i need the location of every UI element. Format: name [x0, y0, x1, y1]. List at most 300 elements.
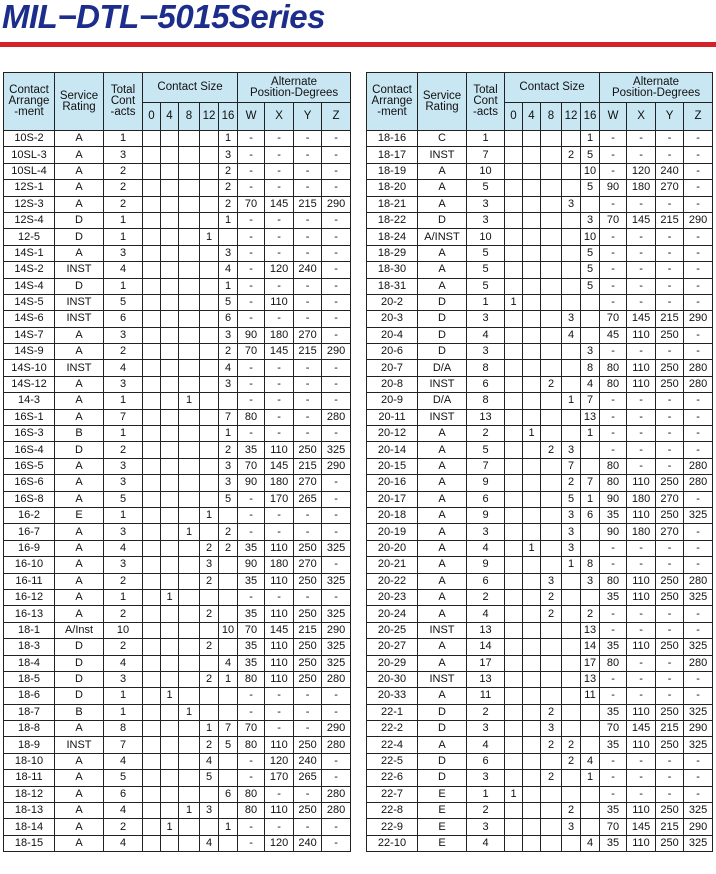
- cell-size-8: [541, 803, 562, 819]
- cell-size-16: 10: [581, 163, 600, 179]
- cell-total-contacts: 5: [104, 294, 143, 310]
- cell-pos-x: -: [627, 245, 656, 261]
- cell-size-4: [523, 589, 541, 605]
- cell-pos-z: -: [322, 589, 351, 605]
- cell-pos-w: 35: [238, 573, 265, 589]
- cell-size-4: [523, 360, 541, 376]
- cell-pos-z: 325: [322, 540, 351, 556]
- table-row: [367, 589, 713, 605]
- cell-service-rating: A: [418, 639, 467, 655]
- cell-pos-x: 110: [265, 540, 294, 556]
- cell-arrangement: 16-7: [4, 524, 55, 540]
- cell-size-12: [562, 573, 581, 589]
- cell-size-8: [541, 311, 562, 327]
- cell-pos-y: 250: [656, 639, 684, 655]
- cell-total-contacts: 3: [104, 557, 143, 573]
- cell-pos-w: -: [238, 507, 265, 523]
- cell-size-0: [505, 688, 523, 704]
- table-row: [4, 442, 351, 458]
- cell-size-12: [562, 671, 581, 687]
- cell-total-contacts: 10: [467, 163, 505, 179]
- cell-size-4: [523, 245, 541, 261]
- cell-pos-y: -: [294, 721, 322, 737]
- cell-service-rating: A: [55, 344, 104, 360]
- cell-service-rating: INST: [55, 360, 104, 376]
- cell-service-rating: D: [418, 721, 467, 737]
- cell-service-rating: D: [418, 753, 467, 769]
- cell-total-contacts: 3: [467, 524, 505, 540]
- cell-pos-w: 80: [600, 376, 627, 392]
- cell-size-4: [523, 491, 541, 507]
- cell-pos-x: -: [265, 819, 294, 835]
- cell-pos-y: -: [656, 655, 684, 671]
- cell-pos-z: -: [684, 278, 713, 294]
- cell-size-12: [562, 688, 581, 704]
- cell-pos-w: -: [600, 557, 627, 573]
- cell-pos-w: -: [238, 393, 265, 409]
- cell-pos-z: 325: [322, 442, 351, 458]
- cell-size-0: [505, 262, 523, 278]
- cell-size-12: [562, 770, 581, 786]
- cell-pos-z: -: [684, 344, 713, 360]
- cell-size-0: [143, 196, 161, 212]
- cell-size-16: [219, 393, 238, 409]
- table-row: [367, 540, 713, 556]
- cell-pos-z: -: [322, 835, 351, 851]
- cell-size-8: [541, 786, 562, 802]
- cell-size-0: [143, 573, 161, 589]
- cell-service-rating: A: [55, 786, 104, 802]
- cell-total-contacts: 1: [467, 294, 505, 310]
- cell-service-rating: A: [418, 180, 467, 196]
- cell-total-contacts: 3: [104, 524, 143, 540]
- cell-size-16: 3: [219, 245, 238, 261]
- cell-size-0: [143, 704, 161, 720]
- cell-pos-z: 325: [684, 507, 713, 523]
- cell-pos-x: 110: [627, 589, 656, 605]
- cell-pos-w: -: [238, 360, 265, 376]
- cell-size-12: 3: [200, 803, 219, 819]
- cell-pos-y: 270: [656, 491, 684, 507]
- cell-service-rating: A: [418, 507, 467, 523]
- cell-total-contacts: 6: [467, 491, 505, 507]
- header-position: Y: [656, 103, 684, 131]
- cell-pos-w: -: [600, 393, 627, 409]
- cell-pos-x: 110: [627, 376, 656, 392]
- cell-size-16: 1: [219, 278, 238, 294]
- cell-size-0: [143, 376, 161, 392]
- cell-size-12: [200, 491, 219, 507]
- cell-total-contacts: 3: [467, 344, 505, 360]
- cell-size-0: [143, 245, 161, 261]
- cell-size-16: [581, 311, 600, 327]
- cell-service-rating: D: [418, 770, 467, 786]
- cell-service-rating: A: [55, 753, 104, 769]
- cell-arrangement: 12S-4: [4, 212, 55, 228]
- cell-pos-y: 250: [294, 803, 322, 819]
- cell-pos-y: -: [656, 245, 684, 261]
- header-size: 8: [541, 103, 562, 131]
- cell-total-contacts: 4: [104, 835, 143, 851]
- connector-spec-table-left: [3, 72, 351, 852]
- cell-size-4: [161, 131, 179, 147]
- cell-pos-w: -: [238, 212, 265, 228]
- cell-size-0: [505, 180, 523, 196]
- cell-size-0: [505, 819, 523, 835]
- table-row: [4, 655, 351, 671]
- cell-pos-y: -: [656, 770, 684, 786]
- table-row: [367, 786, 713, 802]
- cell-size-12: [562, 721, 581, 737]
- cell-size-12: [562, 131, 581, 147]
- cell-pos-w: -: [600, 262, 627, 278]
- cell-size-16: 4: [581, 835, 600, 851]
- cell-size-0: [505, 147, 523, 163]
- cell-size-8: 1: [179, 704, 200, 720]
- cell-size-8: [541, 655, 562, 671]
- cell-pos-z: 280: [684, 360, 713, 376]
- cell-size-12: 1: [562, 557, 581, 573]
- cell-size-4: [523, 147, 541, 163]
- cell-pos-y: 250: [656, 327, 684, 343]
- cell-size-8: [179, 196, 200, 212]
- cell-pos-y: -: [294, 245, 322, 261]
- cell-size-0: 1: [505, 786, 523, 802]
- cell-total-contacts: 5: [104, 770, 143, 786]
- cell-size-12: [200, 180, 219, 196]
- cell-pos-w: -: [238, 147, 265, 163]
- cell-size-8: [541, 409, 562, 425]
- cell-pos-z: -: [684, 426, 713, 442]
- cell-arrangement: 18-6: [4, 688, 55, 704]
- cell-arrangement: 20-29: [367, 655, 418, 671]
- cell-size-8: 3: [541, 721, 562, 737]
- cell-pos-y: -: [294, 163, 322, 179]
- cell-pos-x: -: [627, 278, 656, 294]
- cell-pos-y: 250: [656, 507, 684, 523]
- cell-pos-w: -: [600, 770, 627, 786]
- cell-size-8: [179, 688, 200, 704]
- cell-service-rating: D: [55, 212, 104, 228]
- cell-total-contacts: 4: [467, 737, 505, 753]
- cell-pos-z: 325: [322, 573, 351, 589]
- cell-pos-z: 280: [684, 376, 713, 392]
- cell-total-contacts: 7: [467, 147, 505, 163]
- cell-size-16: 2: [219, 442, 238, 458]
- cell-size-8: [541, 835, 562, 851]
- cell-pos-x: -: [265, 278, 294, 294]
- table-row: [367, 622, 713, 638]
- cell-pos-w: 70: [600, 819, 627, 835]
- cell-size-4: [523, 737, 541, 753]
- cell-total-contacts: 4: [467, 327, 505, 343]
- cell-size-0: [505, 278, 523, 294]
- cell-pos-y: -: [656, 753, 684, 769]
- table-row: [367, 688, 713, 704]
- cell-size-4: [161, 671, 179, 687]
- cell-pos-y: -: [656, 409, 684, 425]
- cell-size-8: [541, 671, 562, 687]
- cell-pos-x: 145: [265, 458, 294, 474]
- cell-pos-y: -: [294, 704, 322, 720]
- cell-size-8: [179, 475, 200, 491]
- table-row: [4, 147, 351, 163]
- cell-size-8: [541, 688, 562, 704]
- cell-size-12: [200, 294, 219, 310]
- cell-pos-y: 250: [294, 573, 322, 589]
- cell-pos-x: -: [265, 147, 294, 163]
- cell-size-0: [505, 311, 523, 327]
- cell-pos-x: -: [627, 262, 656, 278]
- cell-pos-y: 270: [294, 327, 322, 343]
- cell-pos-x: -: [627, 393, 656, 409]
- cell-total-contacts: 5: [467, 180, 505, 196]
- cell-pos-x: -: [265, 589, 294, 605]
- cell-size-16: [219, 803, 238, 819]
- cell-size-8: [541, 229, 562, 245]
- cell-size-0: 1: [505, 294, 523, 310]
- table-row: [4, 229, 351, 245]
- cell-size-4: [523, 803, 541, 819]
- table-row: [4, 360, 351, 376]
- cell-size-4: [523, 786, 541, 802]
- cell-size-4: [523, 196, 541, 212]
- cell-service-rating: A: [418, 163, 467, 179]
- cell-pos-x: 110: [627, 507, 656, 523]
- cell-pos-z: -: [322, 557, 351, 573]
- cell-pos-y: 250: [656, 360, 684, 376]
- cell-pos-y: -: [656, 442, 684, 458]
- cell-pos-w: -: [238, 819, 265, 835]
- cell-size-8: [179, 458, 200, 474]
- cell-total-contacts: 3: [104, 458, 143, 474]
- cell-pos-w: -: [600, 688, 627, 704]
- cell-total-contacts: 3: [104, 245, 143, 261]
- table-row: [367, 426, 713, 442]
- cell-pos-w: 90: [238, 557, 265, 573]
- cell-pos-w: -: [600, 196, 627, 212]
- table-row: [4, 606, 351, 622]
- cell-service-rating: A: [55, 393, 104, 409]
- cell-pos-z: -: [322, 360, 351, 376]
- cell-size-4: [161, 573, 179, 589]
- cell-pos-x: -: [627, 196, 656, 212]
- cell-size-4: [523, 819, 541, 835]
- cell-size-8: [179, 491, 200, 507]
- cell-pos-w: 35: [600, 507, 627, 523]
- cell-size-16: 1: [219, 426, 238, 442]
- cell-total-contacts: 8: [104, 721, 143, 737]
- cell-total-contacts: 1: [104, 131, 143, 147]
- cell-arrangement: 14-3: [4, 393, 55, 409]
- cell-pos-x: 110: [265, 573, 294, 589]
- cell-pos-w: 70: [600, 721, 627, 737]
- cell-arrangement: 20-22: [367, 573, 418, 589]
- cell-size-16: 8: [581, 557, 600, 573]
- cell-size-12: 7: [562, 458, 581, 474]
- table-row: [367, 245, 713, 261]
- cell-size-8: 2: [541, 589, 562, 605]
- cell-pos-y: -: [294, 819, 322, 835]
- cell-size-16: 4: [581, 376, 600, 392]
- cell-pos-w: 80: [600, 475, 627, 491]
- cell-arrangement: 20-8: [367, 376, 418, 392]
- cell-size-12: [562, 786, 581, 802]
- cell-size-8: [179, 655, 200, 671]
- cell-pos-y: 250: [294, 671, 322, 687]
- cell-pos-x: -: [627, 671, 656, 687]
- cell-pos-y: 265: [294, 770, 322, 786]
- cell-total-contacts: 7: [467, 458, 505, 474]
- cell-pos-w: -: [600, 606, 627, 622]
- table-row: [4, 344, 351, 360]
- cell-size-12: [200, 786, 219, 802]
- cell-size-8: [179, 589, 200, 605]
- cell-size-12: [200, 393, 219, 409]
- cell-pos-y: 250: [656, 475, 684, 491]
- cell-pos-y: 270: [294, 557, 322, 573]
- cell-arrangement: 16S-5: [4, 458, 55, 474]
- cell-size-12: [200, 245, 219, 261]
- cell-total-contacts: 2: [104, 442, 143, 458]
- cell-arrangement: 18-7: [4, 704, 55, 720]
- cell-size-12: 2: [562, 475, 581, 491]
- cell-total-contacts: 2: [104, 819, 143, 835]
- cell-pos-y: -: [656, 557, 684, 573]
- cell-size-8: 2: [541, 737, 562, 753]
- cell-size-16: 7: [219, 409, 238, 425]
- cell-pos-w: -: [600, 245, 627, 261]
- cell-size-4: [523, 655, 541, 671]
- cell-size-12: [200, 458, 219, 474]
- cell-pos-y: -: [656, 278, 684, 294]
- cell-service-rating: A: [55, 196, 104, 212]
- cell-size-8: [541, 393, 562, 409]
- cell-service-rating: A: [418, 196, 467, 212]
- cell-pos-y: -: [656, 262, 684, 278]
- table-row: [367, 409, 713, 425]
- cell-size-16: [219, 704, 238, 720]
- cell-arrangement: 18-16: [367, 131, 418, 147]
- cell-size-16: 3: [219, 327, 238, 343]
- cell-pos-x: 145: [627, 212, 656, 228]
- cell-size-8: [179, 245, 200, 261]
- cell-service-rating: A: [55, 606, 104, 622]
- cell-size-8: [541, 278, 562, 294]
- cell-pos-x: 120: [265, 262, 294, 278]
- cell-pos-x: -: [627, 131, 656, 147]
- cell-total-contacts: 3: [104, 327, 143, 343]
- cell-size-16: 7: [581, 475, 600, 491]
- cell-arrangement: 18-29: [367, 245, 418, 261]
- cell-size-0: [505, 212, 523, 228]
- cell-pos-y: 240: [656, 163, 684, 179]
- cell-pos-w: -: [238, 294, 265, 310]
- cell-size-12: 3: [562, 442, 581, 458]
- cell-size-0: [505, 835, 523, 851]
- table-row: [367, 131, 713, 147]
- cell-size-16: 1: [581, 426, 600, 442]
- cell-service-rating: A: [55, 835, 104, 851]
- cell-size-16: [219, 835, 238, 851]
- cell-size-4: [523, 606, 541, 622]
- cell-size-8: [541, 622, 562, 638]
- header-service-rating: Service Rating: [418, 73, 467, 131]
- table-row: [367, 212, 713, 228]
- cell-size-0: [505, 655, 523, 671]
- cell-size-12: [200, 262, 219, 278]
- cell-pos-y: 270: [656, 524, 684, 540]
- cell-pos-z: -: [322, 294, 351, 310]
- header-position: X: [265, 103, 294, 131]
- cell-pos-y: -: [656, 131, 684, 147]
- cell-pos-y: 215: [656, 819, 684, 835]
- cell-service-rating: A: [55, 721, 104, 737]
- cell-size-16: 5: [219, 737, 238, 753]
- cell-size-12: 1: [562, 393, 581, 409]
- cell-pos-y: 250: [294, 540, 322, 556]
- cell-pos-x: 110: [627, 327, 656, 343]
- cell-pos-y: -: [656, 294, 684, 310]
- cell-size-16: 14: [581, 639, 600, 655]
- cell-service-rating: D: [55, 442, 104, 458]
- cell-total-contacts: 1: [104, 278, 143, 294]
- cell-pos-w: 80: [600, 573, 627, 589]
- cell-size-0: [143, 803, 161, 819]
- cell-size-0: [143, 212, 161, 228]
- cell-size-0: [143, 835, 161, 851]
- cell-size-4: [161, 507, 179, 523]
- cell-size-16: 1: [581, 770, 600, 786]
- cell-pos-w: -: [238, 770, 265, 786]
- cell-size-4: [523, 639, 541, 655]
- cell-pos-y: -: [656, 196, 684, 212]
- cell-pos-y: 250: [656, 704, 684, 720]
- cell-pos-z: 280: [684, 475, 713, 491]
- cell-pos-x: 170: [265, 491, 294, 507]
- cell-pos-x: 110: [627, 835, 656, 851]
- cell-service-rating: INST: [55, 262, 104, 278]
- cell-arrangement: 16-2: [4, 507, 55, 523]
- cell-size-8: [179, 344, 200, 360]
- cell-arrangement: 18-11: [4, 770, 55, 786]
- cell-size-4: [523, 704, 541, 720]
- table-row: [4, 589, 351, 605]
- cell-pos-y: 215: [656, 212, 684, 228]
- cell-size-8: 1: [179, 393, 200, 409]
- cell-total-contacts: 10: [104, 622, 143, 638]
- cell-size-16: 1: [219, 131, 238, 147]
- cell-arrangement: 20-14: [367, 442, 418, 458]
- cell-service-rating: A: [55, 540, 104, 556]
- cell-pos-x: -: [627, 147, 656, 163]
- header-size: 4: [523, 103, 541, 131]
- cell-pos-x: -: [265, 311, 294, 327]
- cell-pos-y: 215: [294, 458, 322, 474]
- cell-pos-w: -: [238, 704, 265, 720]
- cell-service-rating: E: [418, 786, 467, 802]
- table-row: [4, 262, 351, 278]
- cell-size-16: 13: [581, 671, 600, 687]
- cell-size-8: [541, 262, 562, 278]
- cell-size-16: 5: [581, 245, 600, 261]
- cell-size-12: [200, 622, 219, 638]
- table-row: [4, 639, 351, 655]
- cell-total-contacts: 14: [467, 639, 505, 655]
- cell-size-0: [143, 229, 161, 245]
- cell-size-16: 1: [581, 491, 600, 507]
- cell-size-4: [523, 557, 541, 573]
